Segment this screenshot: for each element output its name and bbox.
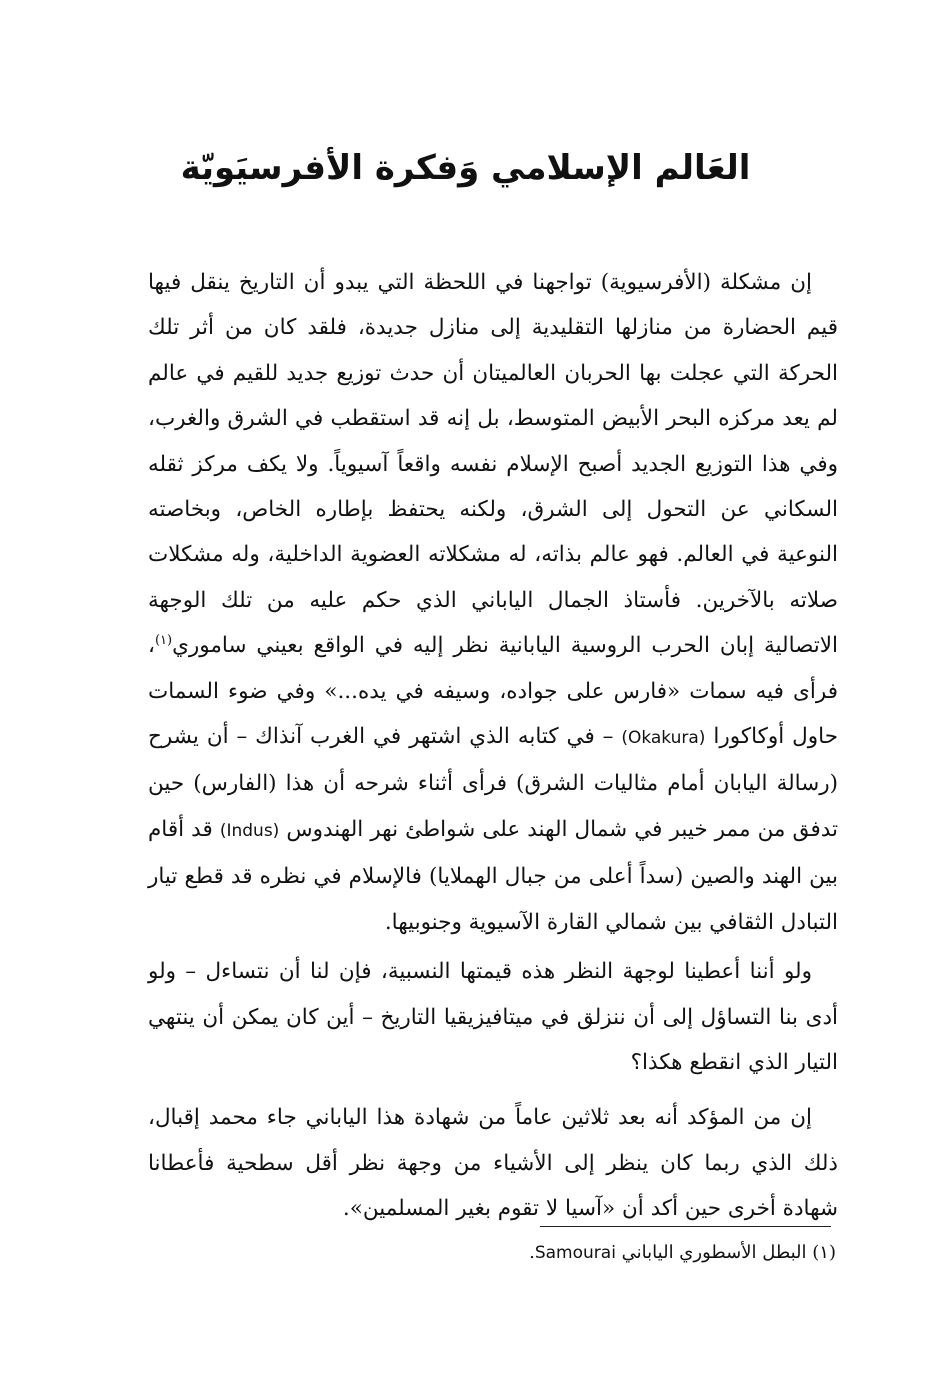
footnote-end: . xyxy=(529,1242,535,1263)
footnote-divider xyxy=(540,1226,831,1227)
paragraph-3: إن من المؤكد أنه بعد ثلاثين عاماً من شهادة هذا الياباني جاء محمد إقبال، ذلك الذي ربما كان ينظر إلى الأشياء من وجهة نظر أقل سطحية فأعطانا شهادة أخرى حين أكد أن «آسيا لا تقوم بغير المسلمين». xyxy=(148,1105,838,1222)
latin-term-indus: (Indus) xyxy=(219,820,280,841)
footnote-text: البطل الأسطوري الياباني xyxy=(621,1242,807,1263)
paragraph-1-text-c: – في كتابه الذي اشتهر في الغرب آنذاك – أن يشرح (رسالة اليابان أمام مثاليات الشرق) فرأى أثناء شرحه أن هذا (الفارس) حين تدفق من ممر خيبر في شمال الهند على شواطئ نهر الهندوس xyxy=(148,724,838,842)
paragraph-1-text-a: إن مشكلة (الأفرسيوية) تواجهنا في اللحظة التي يبدو أن التاريخ ينقل فيها قيم الحضارة من منازلها التقليدية إلى منازل جديدة، فلقد كان من أثر تلك الحركة التي عجلت بها الحربان العالميتان أن حدث توزيع جديد للقيم في عالم لم يعد مركزه البحر الأبيض المتوسط، بل إنه قد استقطب في الشرق والغرب، وفي هذا التوزيع الجديد أصبح الإسلام نفسه واقعاً آسيوياً. ولا يكف مركز ثقله السكاني عن التحول إلى الشرق، ولكنه يحتفظ بإطاره الخاص، وبخاصته النوعية في العالم. فهو عالم بذاته، له مشكلاته العضوية الداخلية، وله مشكلات صلاته بالآخرين. فأستاذ الجمال الياباني الذي حكم عليه من تلك الوجهة الاتصالية إبان الحرب الروسية اليابانية نظر إليه في الواقع بعيني ساموري xyxy=(148,270,838,659)
footnote-latin-term: Samourai xyxy=(534,1243,616,1263)
paragraph-1-text-b: ، فرأى فيه سمات «فارس على جواده، وسيفه في يده...» وفي ضوء السمات حاول أوكاكورا xyxy=(148,633,838,750)
footnote-reference: (١) xyxy=(154,633,173,649)
paragraph-1-text-d: قد أقام بين الهند والصين (سداً أعلى من جبال الهملايا) فالإسلام في نظره قد قطع تيار التبادل الثقافي بين شمالي القارة الآسيوية وجنوبيها. xyxy=(148,816,838,935)
chapter-title: العَالم الإسلامي وَفكرة الأفرسيَويّة xyxy=(180,148,751,188)
main-text xyxy=(148,260,838,1232)
footnote xyxy=(300,1238,836,1268)
footnote-marker: (١) xyxy=(812,1242,836,1263)
paragraph-2: ولو أننا أعطينا لوجهة النظر هذه قيمتها النسبية، فإن لنا أن نتساءل – ولو أدى بنا التساؤل إلى أن ننزلق في ميتافيزيقيا التاريخ – أين كان يمكن أن ينتهي التيار الذي انقطع هكذا؟ xyxy=(148,959,838,1075)
latin-term-okakura: (Okakura) xyxy=(621,728,706,749)
paragraph-1 xyxy=(148,260,838,945)
